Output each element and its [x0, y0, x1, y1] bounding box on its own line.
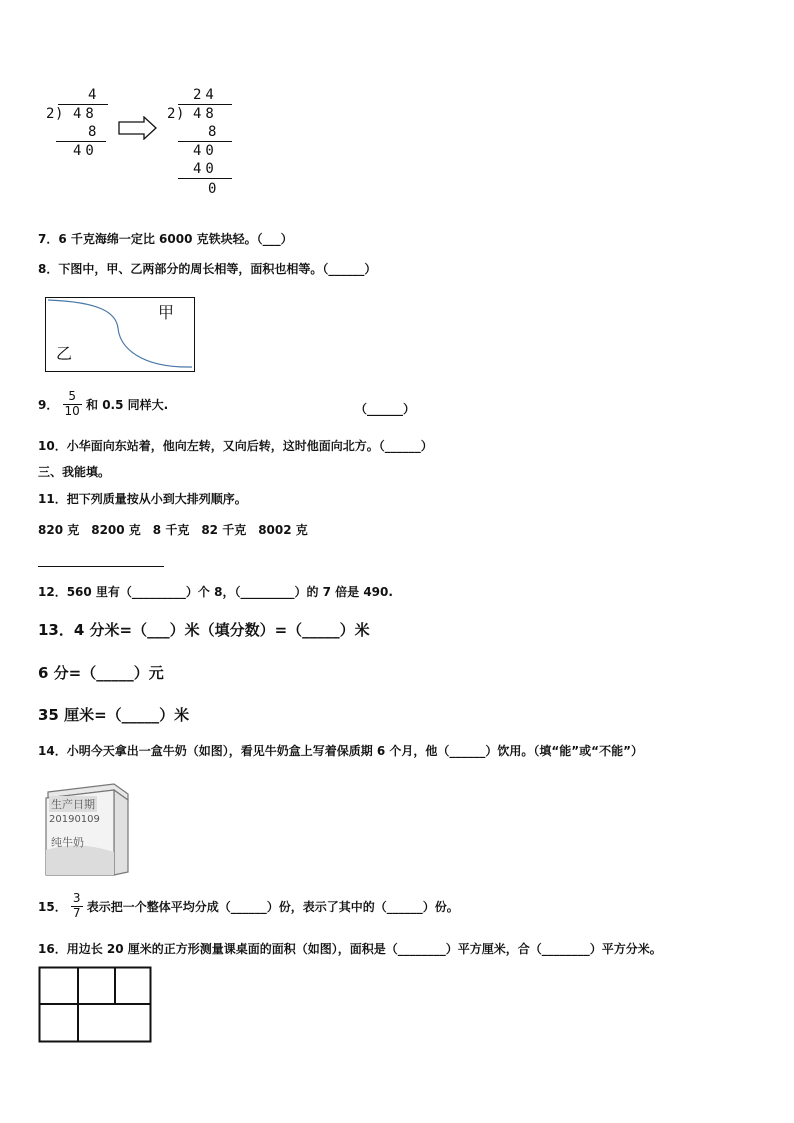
q8-figure	[45, 297, 195, 372]
question-16: 16．用边长 20 厘米的正方形测量课桌面的面积（如图），面积是（________）平方厘米，合（________）平方分米。	[38, 942, 662, 956]
q9-answer-blank[interactable]: （______）	[355, 402, 416, 416]
q11-answer-line[interactable]	[38, 566, 164, 567]
milk-carton-figure	[38, 780, 138, 880]
milk-carton-icon	[38, 780, 138, 880]
div-left-step1: 8	[88, 124, 97, 140]
question-9	[38, 390, 168, 419]
div-right-step1: 8	[208, 124, 217, 140]
div-left-divisor: 2	[46, 106, 55, 122]
section-3-title: 三、我能填。	[38, 465, 111, 479]
div-right-bringdown: 40	[193, 143, 218, 159]
div-right-line1	[178, 141, 232, 142]
question-15	[38, 892, 459, 921]
div-right-step2: 40	[193, 161, 218, 177]
div-left-line	[56, 141, 106, 142]
question-8: 8．下图中，甲、乙两部分的周长相等，面积也相等。（______）	[38, 262, 377, 276]
q9-numerator: 5	[63, 390, 82, 405]
q15-text: 表示把一个整体平均分成（______）份，表示了其中的（______）份。	[86, 899, 459, 914]
div-right-remainder: 0	[208, 181, 217, 197]
question-11: 11．把下列质量按从小到大排列顺序。	[38, 492, 247, 506]
div-right-quotient: 24	[193, 87, 218, 103]
div-right-dividend: 48	[193, 106, 218, 122]
div-left-bracket: )	[55, 106, 64, 122]
question-14: 14．小明今天拿出一盒牛奶（如图），看见牛奶盒上写着保质期 6 个月，他（______）饮用。（填“能”或“不能”）	[38, 744, 643, 758]
q8-label-yi: 乙	[56, 344, 73, 363]
div-left-remainder: 40	[73, 143, 98, 159]
milk-production-date: 20190109	[49, 814, 100, 825]
question-7: 7．6 千克海绵一定比 6000 克铁块轻。（___）	[38, 232, 293, 246]
q9-fraction	[63, 390, 82, 419]
question-13b: 6 分=（_____）元	[38, 664, 164, 682]
question-13c: 35 厘米=（_____）米	[38, 706, 190, 724]
milk-production-date-label: 生产日期	[51, 798, 95, 811]
right-arrow-icon	[118, 116, 158, 140]
div-right-bar	[178, 104, 232, 105]
question-10: 10．小华面向东站着，他向左转，又向后转，这时他面向北方。（______）	[38, 439, 433, 453]
q9-prefix: 9．	[38, 397, 59, 412]
q15-fraction	[71, 892, 83, 921]
div-left-bar	[58, 104, 108, 105]
q11-items: 820 克 8200 克 8 千克 82 千克 8002 克	[38, 523, 308, 537]
div-right-bracket: )	[176, 106, 185, 122]
q8-label-jia: 甲	[158, 303, 175, 322]
q16-desk-grid	[38, 966, 154, 1044]
div-right-line2	[178, 178, 232, 179]
q15-numerator: 3	[72, 891, 81, 905]
question-13a: 13．4 分米=（___）米（填分数）=（_____）米	[38, 621, 370, 639]
q9-text: 和 0.5 同样大.	[86, 397, 169, 412]
question-12: 12．560 里有（_________）个 8，（_________）的 7 倍是 490.	[38, 585, 393, 599]
q15-prefix: 15．	[38, 899, 67, 914]
div-right-divisor: 2	[167, 106, 176, 122]
q15-denominator: 7	[72, 905, 81, 920]
q9-denominator: 10	[64, 403, 80, 418]
milk-name: 纯牛奶	[51, 836, 84, 849]
div-left-dividend: 48	[73, 106, 98, 122]
div-left-quotient: 4	[88, 87, 97, 103]
